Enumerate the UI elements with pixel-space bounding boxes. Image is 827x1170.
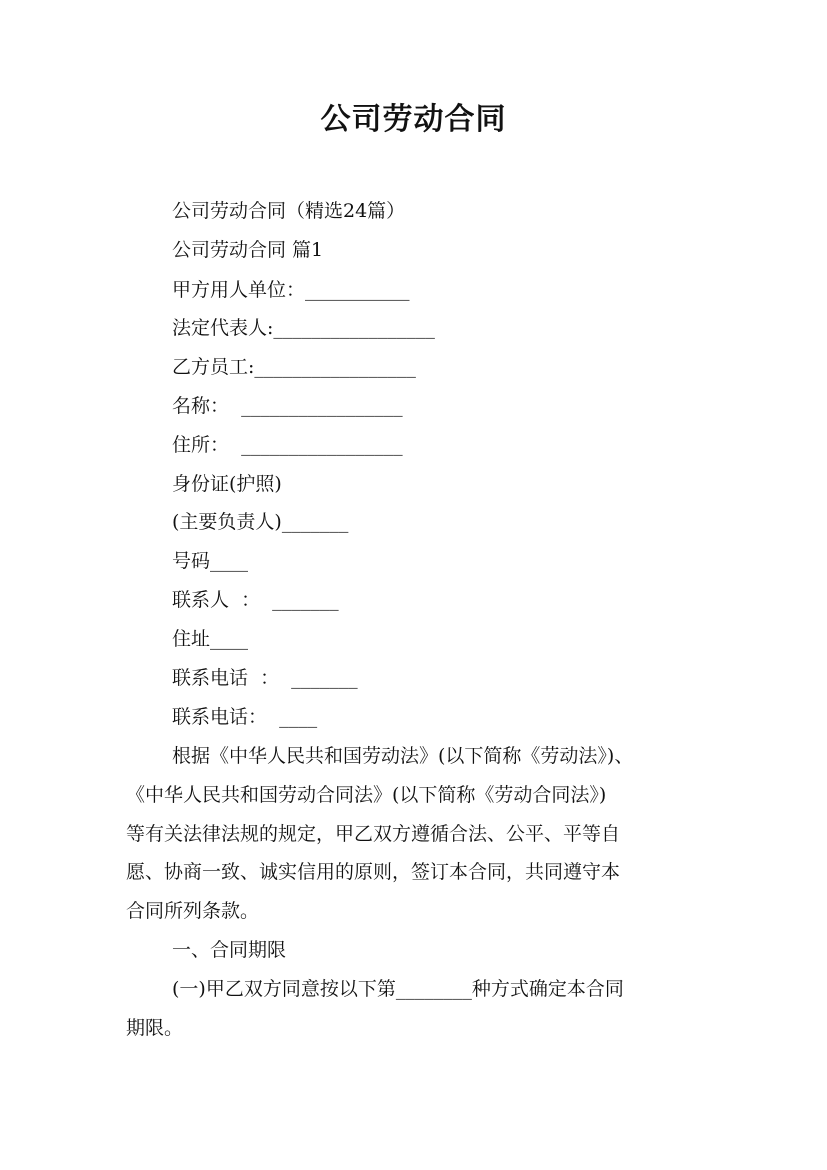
document-title: 公司劳动合同 (320, 102, 507, 137)
address-line: 住址____ (172, 628, 249, 650)
clause-line: 期限。 (126, 1017, 184, 1039)
party-b-line: 乙方员工:_________________ (172, 356, 416, 378)
section-line: 公司劳动合同 篇1 (172, 239, 324, 261)
party-a-line: 甲方用人单位：___________ (172, 279, 410, 301)
paragraph-line: 根据《中华人民共和国劳动法》(以下简称《劳动法》)、 (172, 745, 634, 767)
clause-line: (一)甲乙双方同意按以下第________种方式确定本合同 (172, 978, 624, 1000)
principal-line: (主要负责人)_______ (172, 511, 349, 533)
paragraph-line: 等有关法律法规的规定，甲乙双方遵循合法、公平、平等自 (126, 823, 621, 845)
contact-person-line: 联系人 ： _______ (172, 589, 339, 611)
subtitle-line: 公司劳动合同（精选24篇） (172, 200, 406, 222)
name-line: 名称： _________________ (172, 395, 403, 417)
paragraph-line: 愿、协商一致、诚实信用的原则，签订本合同，共同遵守本 (126, 861, 621, 883)
section-heading: 一、合同期限 (172, 939, 287, 961)
phone-line-1: 联系电话 ： _______ (172, 667, 358, 689)
id-line: 身份证(护照) (172, 473, 282, 495)
paragraph-line: 《中华人民共和国劳动合同法》(以下简称《劳动合同法》) (126, 784, 607, 806)
paragraph-line: 合同所列条款。 (126, 900, 260, 922)
phone-line-2: 联系电话： ____ (172, 706, 318, 728)
residence-line: 住所： _________________ (172, 434, 403, 456)
legal-rep-line: 法定代表人:_________________ (172, 317, 435, 339)
number-line: 号码____ (172, 550, 249, 572)
